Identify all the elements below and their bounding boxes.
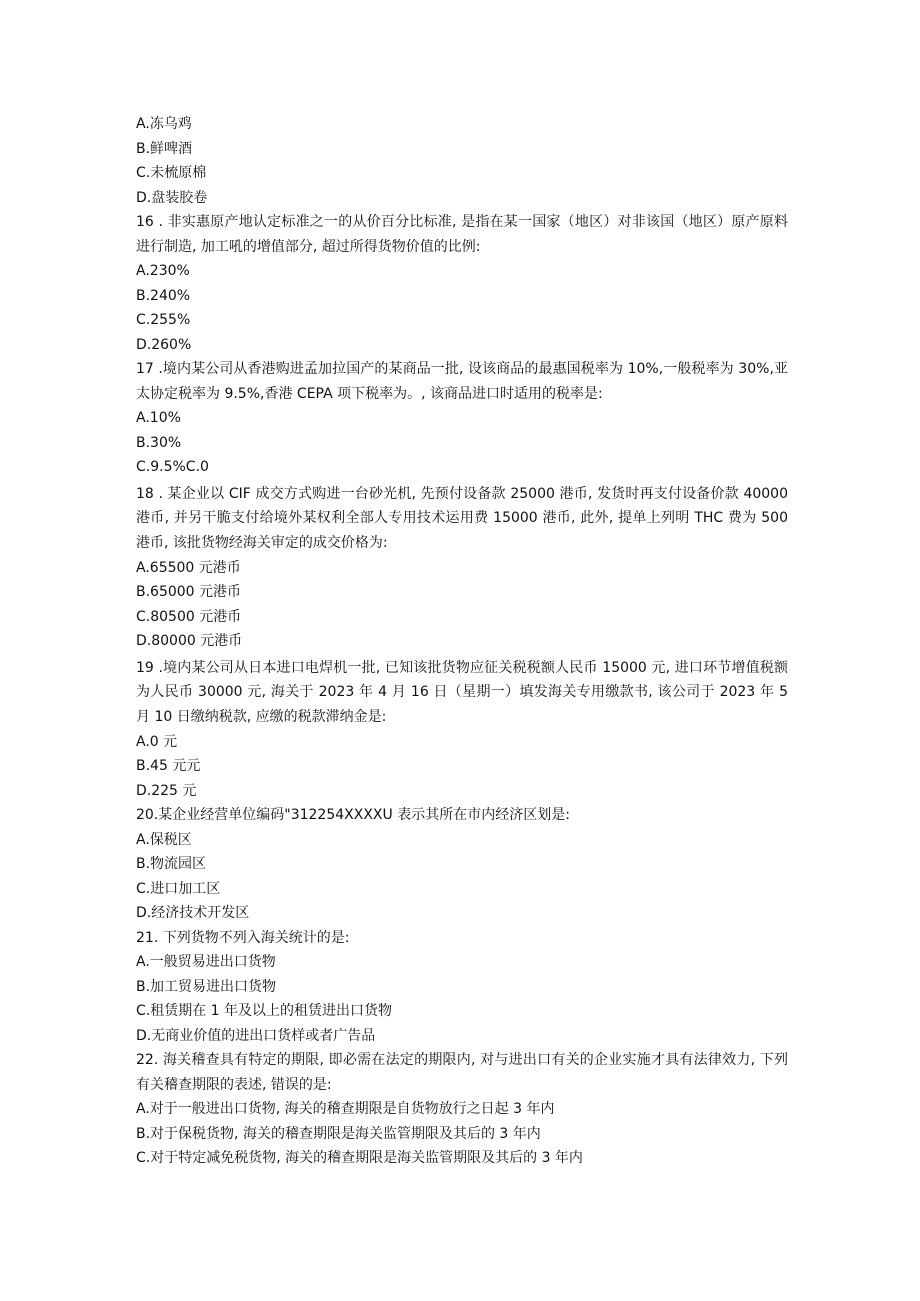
option-b: B.加工贸易进出口货物 [136,978,277,995]
option-a: A.10% [136,410,181,426]
option-c: C.9.5%C.0 [136,459,209,475]
option-d: D.经济技术开发区 [136,905,250,921]
option-a: A.一般贸易进出口货物 [136,954,276,970]
question-19: 19 .境内某公司从日本进口电焊机一批, 已知该批货物应征关税税额人民币 15000 元, 进口环节增值税额为人民币 30000 元, 海关于 2023 年 4 月 16 日（星期一）填发海关专用缴款书, 该公司于 2023 年 5 月 10 日缴纳税款, 应缴的税款滞纳金是: [136,659,788,725]
option-b: B.65000 元港币 [136,584,242,600]
option-c: C.255% [136,312,191,328]
question-20: 20.某企业经营单位编码"312254XXXXU 表示其所在市内经济区划是: [136,807,570,823]
option-c: C.未梳原棉 [136,165,207,181]
option-a: A.冻乌鸡 [136,116,192,132]
option-a: A.保税区 [136,831,192,848]
question-17: 17 .境内某公司从香港购进孟加拉国产的某商品一批, 设该商品的最惠国税率为 10%,一般税率为 30%,亚太协定税率为 9.5%,香港 CEPA 项下税率为。, 该商品进口时适用的税率是: [136,361,788,402]
option-b: B.30% [136,434,182,451]
option-a: A.65500 元港币 [136,559,241,576]
option-b: B.物流园区 [136,856,207,872]
question-21: 21. 下列货物不列入海关统计的是: [136,929,350,946]
option-a: A.230% [136,263,190,279]
option-c: C.租赁期在 1 年及以上的租赁进出口货物 [136,1003,393,1019]
document-body [136,112,788,1171]
option-d: D.260% [136,336,192,353]
question-22: 22. 海关稽查具有特定的期限, 即必需在法定的期限内, 对与进出口有关的企业实施才具有法律效力, 下列有关稽查期限的表述, 错误的是: [136,1052,788,1093]
question-16: 16 . 非实惠原产地认定标准之一的从价百分比标准, 是指在某一国家（地区）对非该国（地区）原产原料进行制造, 加工吼的增值部分, 超过所得货物价值的比例: [136,214,788,255]
option-c: C.进口加工区 [136,880,221,897]
option-b: B.对于保税货物, 海关的稽查期限是海关监管期限及其后的 3 年内 [136,1125,541,1142]
option-b: B.鲜啤酒 [136,140,193,157]
option-d: D.80000 元港币 [136,633,243,649]
question-18: 18 . 某企业以 CIF 成交方式购进一台砂光机, 先预付设备款 25000 港币, 发货时再支付设备价款 40000 港币, 并另干脆支付给境外某权利全部人专用技术运用费 15000 港币, 此外, 提单上列明 THC 费为 500 港币, 该批货物经海关审定的成交价格为: [136,485,788,551]
option-a: A.0 元 [136,733,178,750]
option-b: B.240% [136,287,191,304]
option-d: D.无商业价值的进出口货样或者广告品 [136,1027,376,1044]
option-d: D.盘装胶卷 [136,189,208,206]
option-d: D.225 元 [136,782,197,799]
option-a: A.对于一般进出口货物, 海关的稽查期限是自货物放行之日起 3 年内 [136,1101,555,1117]
option-c: C.对于特定减免税货物, 海关的稽查期限是海关监管期限及其后的 3 年内 [136,1150,583,1166]
option-c: C.80500 元港币 [136,608,242,625]
option-b: B.45 元元 [136,758,201,774]
